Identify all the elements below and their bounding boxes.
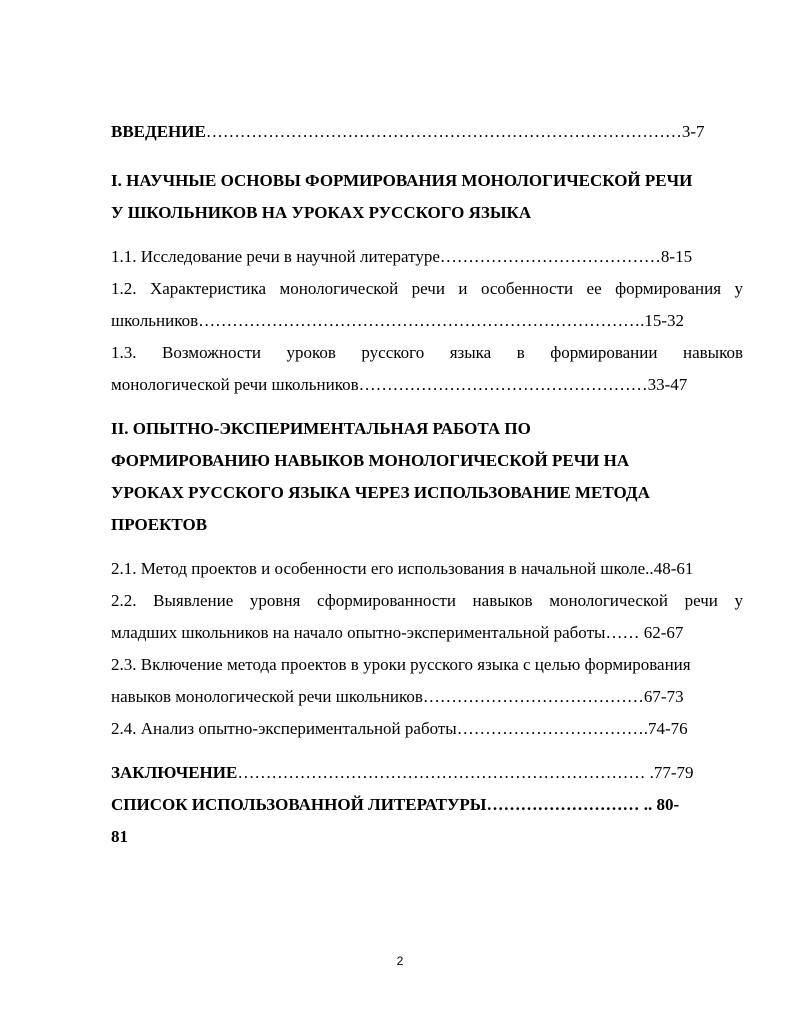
- toc-entry-title: навыков монологической речи школьников: [111, 687, 423, 706]
- toc-entry-introduction: [111, 116, 743, 148]
- toc-leader-dots: …………………………….: [456, 719, 648, 738]
- toc-entry-title: младших школьников на начало опытно-экспериментальной работы: [111, 623, 606, 642]
- toc-page-range: 3-7: [681, 122, 705, 141]
- chapter-2-heading-line-3: УРОКАХ РУССКОГО ЯЗЫКА ЧЕРЕЗ ИСПОЛЬЗОВАНИЕ МЕТОДА: [111, 483, 650, 502]
- toc-entry-title-line-2: [111, 305, 743, 337]
- toc-page-range: 74-76: [647, 719, 688, 738]
- toc-entry-title-line-1: [111, 789, 743, 821]
- chapter-1-heading-line-2: У ШКОЛЬНИКОВ НА УРОКАХ РУССКОГО ЯЗЫКА: [111, 203, 532, 222]
- toc-entry-conclusion: [111, 757, 743, 789]
- toc-page-range: 33-47: [647, 375, 688, 394]
- chapter-1-heading-line-1: I. НАУЧНЫЕ ОСНОВЫ ФОРМИРОВАНИЯ МОНОЛОГИЧЕСКОЙ РЕЧИ: [111, 171, 693, 190]
- toc-entry-title: ЗАКЛЮЧЕНИЕ: [111, 763, 238, 782]
- page-number: 2: [396, 954, 404, 968]
- toc-page-range: 8-15: [660, 247, 693, 266]
- toc-leader-dots: ……………………………………………: [358, 375, 648, 394]
- toc-leader-dots: …………………………………: [422, 687, 644, 706]
- toc-entry-1-1: [111, 241, 743, 273]
- chapter-2-heading: [111, 413, 743, 541]
- toc-leader-dots: ……: [605, 623, 640, 642]
- toc-entry-title: монологической речи школьников: [111, 375, 359, 394]
- chapter-2-heading-line-2: ФОРМИРОВАНИЮ НАВЫКОВ МОНОЛОГИЧЕСКОЙ РЕЧИ НА: [111, 451, 630, 470]
- toc-page-range: 62-67: [643, 623, 684, 642]
- toc-leader-dots: ……………………… ..: [486, 795, 653, 814]
- toc-entry-title-line-2: [111, 617, 743, 649]
- chapter-1-heading: [111, 165, 743, 229]
- toc-entry-title: ВВЕДЕНИЕ: [111, 122, 206, 141]
- toc-entry-1-2: [111, 273, 743, 337]
- table-of-contents: [111, 116, 743, 853]
- toc-page-range: 77-79: [653, 763, 694, 782]
- toc-entry-title-line-2: [111, 369, 743, 401]
- toc-entry-title: 2.4. Анализ опытно-экспериментальной работы: [111, 719, 457, 738]
- toc-entry-title: 2.1. Метод проектов и особенности его использования в начальной школе..: [111, 559, 654, 578]
- toc-entry-title-line-1: 2.3. Включение метода проектов в уроки русского языка с целью формирования: [111, 655, 691, 674]
- chapter-2-heading-line-1: II. ОПЫТНО-ЭКСПЕРИМЕНТАЛЬНАЯ РАБОТА ПО: [111, 419, 531, 438]
- toc-entry-references: [111, 789, 743, 853]
- toc-page-range: 48-61: [653, 559, 694, 578]
- toc-entry-title: школьников: [111, 311, 199, 330]
- toc-page-range: 67-73: [643, 687, 684, 706]
- toc-entry-1-3: [111, 337, 743, 401]
- toc-page-range: 80-: [656, 795, 680, 814]
- toc-leader-dots: …………………………………………………………………….: [198, 311, 645, 330]
- toc-entry-2-2: [111, 585, 743, 649]
- toc-leader-dots: …………………………………………………………………………: [205, 122, 682, 141]
- toc-page-range: 15-32: [644, 311, 685, 330]
- toc-entry-title-line-2: [111, 681, 743, 713]
- toc-entry-2-1: [111, 553, 743, 585]
- chapter-2-heading-line-4: ПРОЕКТОВ: [111, 515, 208, 534]
- toc-entry-2-3: [111, 649, 743, 713]
- toc-entry-title: СПИСОК ИСПОЛЬЗОВАННОЙ ЛИТЕРАТУРЫ: [111, 795, 487, 814]
- toc-entry-title-line-1: 1.2. Характеристика монологической речи и особенности ее формирования у: [111, 279, 743, 298]
- toc-leader-dots: ……………………………………………………………… .: [237, 763, 654, 782]
- toc-entry-2-4: [111, 713, 743, 745]
- toc-page-range-continuation: 81: [111, 827, 128, 846]
- toc-entry-title: 1.1. Исследование речи в научной литературе: [111, 247, 440, 266]
- toc-entry-title-line-1: 2.2. Выявление уровня сформированности навыков монологической речи у: [111, 591, 743, 610]
- toc-entry-title-line-1: 1.3. Возможности уроков русского языка в формировании навыков: [111, 343, 743, 362]
- toc-leader-dots: …………………………………: [439, 247, 661, 266]
